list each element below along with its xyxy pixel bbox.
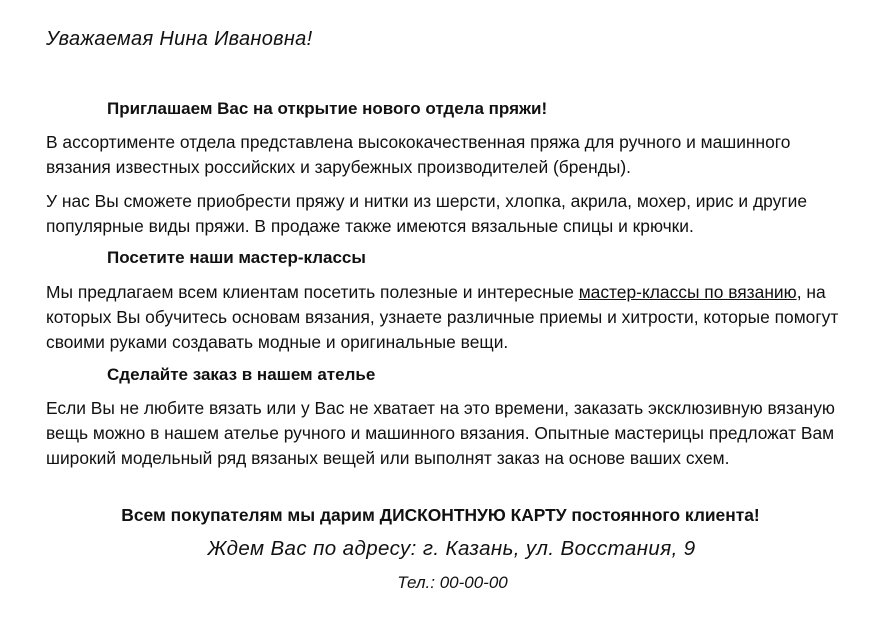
masterclass-text-before: Мы предлагаем всем клиентам посетить полезные и интересные — [46, 282, 579, 302]
atelier-heading: Сделайте заказ в нашем ателье — [107, 365, 376, 384]
atelier-paragraph: Если Вы не любите вязать или у Вас не хватает на это времени, заказать эксклюзивную вязаную вещь можно в нашем ателье ручного и машинного вязания. Опытные мастерицы предложат Вам широкий модельный ряд вязаных вещей или выполнят заказ на основе ваших схем. — [46, 398, 835, 468]
phone-line: Тел.: 00-00-00 — [397, 573, 508, 592]
address-line: Ждем Вас по адресу: г. Казань, ул. Восстания, 9 — [207, 537, 696, 560]
products-paragraph: У нас Вы сможете приобрести пряжу и нитки из шерсти, хлопка, акрила, мохер, ирис и другие популярные виды пряжи. В продаже также имеются вязальные спицы и крючки. — [46, 191, 807, 236]
assortment-paragraph: В ассортименте отдела представлена высококачественная пряжа для ручного и машинного вязания известных российских и зарубежных производителей (бренды). — [46, 132, 791, 177]
masterclass-paragraph — [46, 280, 858, 355]
discount-card-line: Всем покупателям мы дарим ДИСКОНТНУЮ КАРТУ постоянного клиента! — [121, 505, 760, 525]
invitation-heading: Приглашаем Вас на открытие нового отдела пряжи! — [107, 99, 548, 118]
masterclass-text-after: , на которых Вы обучитесь основам вязания, узнаете различные приемы и хитрости, которые помогут своими руками создавать модные и оригинальные вещи. — [46, 282, 839, 352]
masterclass-heading: Посетите наши мастер-классы — [107, 248, 366, 267]
masterclass-link[interactable]: мастер-классы по вязанию — [578, 282, 797, 302]
salutation: Уважаемая Нина Ивановна! — [46, 28, 313, 50]
